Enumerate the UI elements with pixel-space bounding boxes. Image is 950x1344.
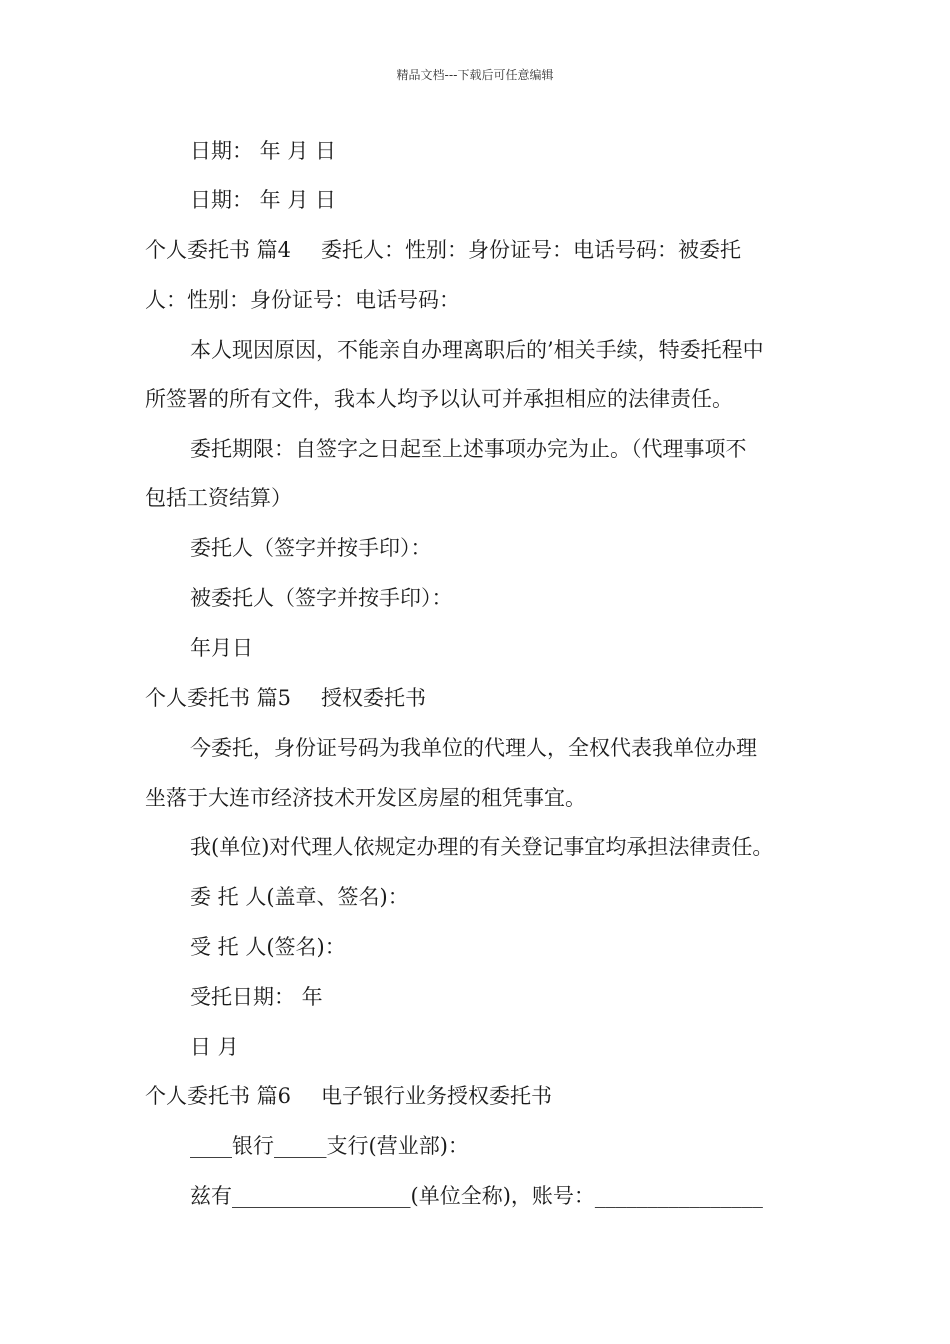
section-title: 个人委托书 篇6 <box>145 1084 292 1108</box>
account-line: 兹有_________________(单位全称)，账号：________________ <box>190 1184 763 1208</box>
paragraph-line: 本人现因原因，不能亲自办理离职后的’相关手续，特委托程中 <box>190 338 764 362</box>
paragraph-line: 今委托，身份证号码为我单位的代理人，全权代表我单位办理 <box>190 736 757 760</box>
date-line: 年月日 <box>190 636 253 660</box>
signature-line: 被委托人（签字并按手印）： <box>190 586 453 610</box>
paragraph-line: 坐落于大连市经济技术开发区房屋的租凭事宜。 <box>145 786 586 810</box>
bank-line: ____银行_____支行(营业部)： <box>190 1134 469 1158</box>
section-heading-4 <box>145 236 810 264</box>
paragraph-text: 委托人：性别：身份证号：电话号码：被委托 <box>321 238 742 262</box>
signature-line: 委 托 人(盖章、签名)： <box>190 885 409 909</box>
signature-line: 受 托 人(签名)： <box>190 935 346 959</box>
date-line: 日期： 年 月 日 <box>190 139 337 163</box>
paragraph-line: 包括工资结算） <box>145 486 292 510</box>
date-line: 受托日期： 年 <box>190 985 323 1009</box>
section-subtitle: 授权委托书 <box>321 686 427 710</box>
section-subtitle: 电子银行业务授权委托书 <box>321 1084 553 1108</box>
section-heading-6 <box>145 1082 810 1110</box>
paragraph-line: 人：性别：身份证号：电话号码： <box>145 288 460 312</box>
section-title: 个人委托书 篇4 <box>145 238 292 262</box>
date-line: 日 月 <box>190 1035 239 1059</box>
paragraph-line: 我(单位)对代理人依规定办理的有关登记事宜均承担法律责任。 <box>190 835 774 859</box>
page-header: 精品文档---下载后可任意编辑 <box>396 68 554 82</box>
paragraph-line: 所签署的所有文件，我本人均予以认可并承担相应的法律责任。 <box>145 387 733 411</box>
section-heading-5 <box>145 684 810 712</box>
section-title: 个人委托书 篇5 <box>145 686 292 710</box>
date-line: 日期： 年 月 日 <box>190 188 337 212</box>
signature-line: 委托人（签字并按手印）： <box>190 536 432 560</box>
paragraph-line: 委托期限：自签字之日起至上述事项办完为止。（代理事项不 <box>190 437 747 461</box>
